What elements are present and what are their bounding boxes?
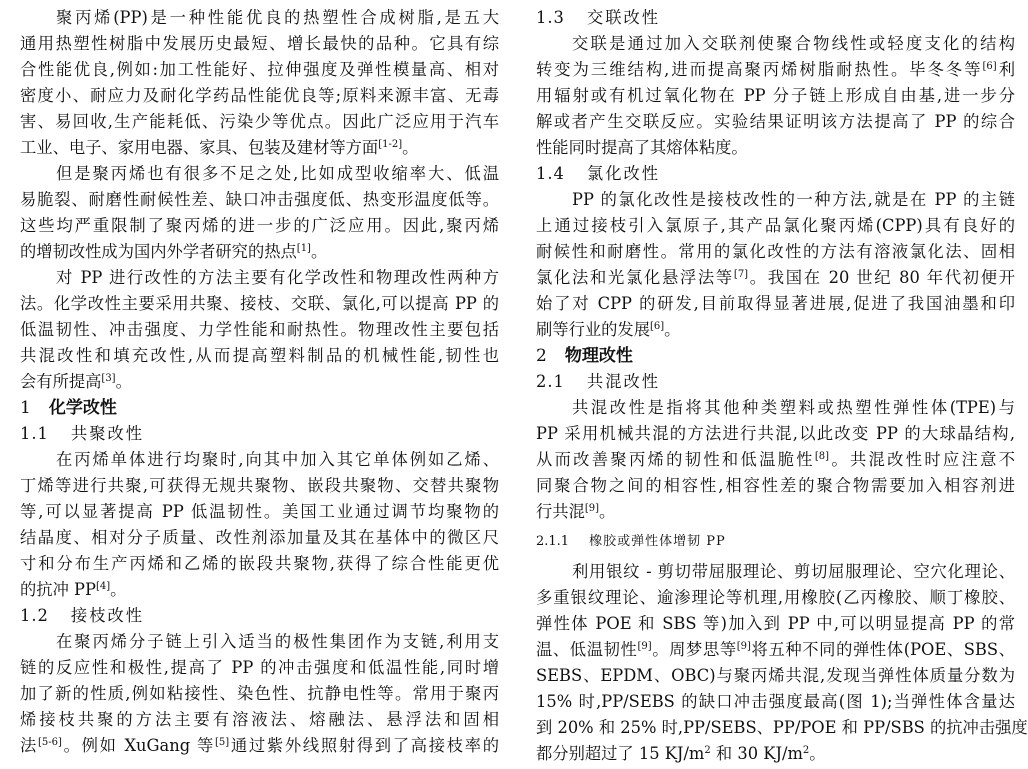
line-text: 。周梦思等 [651, 640, 737, 659]
line-text: 。 [402, 138, 419, 157]
section-title: 接枝改性 [70, 606, 145, 625]
line-text: 通过紫外线照射得到了高接枝率的 [229, 736, 499, 755]
paragraph-line [536, 499, 1015, 525]
citation-ref: [5] [215, 737, 230, 748]
section-title: 共混改性 [586, 372, 661, 391]
subsection-heading [536, 369, 1015, 395]
subsection-heading [20, 603, 499, 629]
paragraph-line: 等,可以显著提高 PP 低温韧性。美国工业通过调节均聚物的 [20, 502, 499, 521]
paragraph-line: 但是聚丙烯也有很多不足之处,比如成型收缩率大、低温 [56, 164, 499, 183]
line-text: 刷等行业的发展 [536, 320, 650, 339]
section-number: 2.1.1 [536, 534, 570, 549]
paragraph-line: SEBS、EPDM、OBC)与聚丙烯共混,发现当弹性体质量分数为 [536, 666, 1015, 685]
paragraph-line: 到 20% 和 25% 时,PP/SEBS、PP/POE 和 PP/SBS 的抗冲击强度 [536, 718, 1028, 737]
line-text: 会有所提高 [20, 372, 102, 391]
paragraph-line: 始了对 CPP 的研发,目前取得显著进展,促进了我国油墨和印 [536, 294, 1015, 313]
citation-ref: [1-2] [378, 139, 403, 150]
line-text: 都分别超过了 15 KJ/m [536, 744, 705, 763]
paragraph-line: 烯接枝共聚的方法主要有溶液法、熔融法、悬浮法和固相 [20, 710, 499, 729]
paragraph-line: 害、易回收,生产能耗低、污染少等优点。因此广泛应用于汽车 [20, 112, 499, 131]
paragraph-line: 结晶度、相对分子质量、改性剂添加量及其在基体中的微区尺 [20, 528, 499, 547]
section-title: 化学改性 [48, 398, 117, 418]
citation-ref: [5-6] [38, 737, 62, 748]
paragraph-line [20, 135, 499, 161]
section-number: 2 [536, 346, 547, 366]
citation-ref: [8] [814, 451, 830, 462]
section-title: 物理改性 [564, 346, 633, 366]
paragraph-line: PP 采用机械共混的方法进行共混,以此改变 PP 的大球晶结构, [536, 424, 1015, 443]
section-number: 1.2 [20, 606, 49, 625]
line-text: 。例如 XuGang 等 [61, 736, 216, 755]
paragraph-line: 法。化学改性主要采用共聚、接枝、交联、氯化,可以提高 PP 的 [20, 294, 499, 313]
citation-ref: [9] [736, 641, 751, 652]
line-text: 。 [110, 580, 127, 599]
subsection-heading [20, 421, 499, 447]
paragraph-line: 共混改性是指将其他种类塑料或热塑性弹性体(TPE)与 [572, 398, 1015, 417]
paragraph-line [20, 733, 499, 759]
paragraph-line: 加了新的性质,例如粘接性、染色性、抗静电性等。常用于聚丙 [20, 684, 499, 703]
paragraph-line [20, 369, 499, 395]
section-title: 氯化改性 [586, 164, 661, 183]
line-text: 将五种不同的弹性体(POE、SBS、 [750, 640, 1015, 659]
line-text: 。共混改性时应注意不 [829, 450, 1015, 469]
citation-ref: [9] [584, 503, 600, 514]
citation-ref: [7] [733, 269, 749, 280]
paragraph-line: 在聚丙烯分子链上引入适当的极性集团作为支链,利用支 [56, 632, 499, 651]
line-text: 。 [809, 744, 826, 763]
line-text: 转变为三维结构,进而提高聚丙烯树脂耐热性。毕冬冬等 [536, 60, 983, 79]
paragraph-line: 15% 时,PP/SEBS 的缺口冲击强度最高(图 1);当弹性体含量达 [536, 692, 1015, 711]
citation-ref: [6] [649, 321, 665, 332]
paragraph-line: 在丙烯单体进行均聚时,向其中加入其它单体例如乙烯、 [56, 450, 499, 469]
paragraph-line: 弹性体 POE 和 SBS 等)加入到 PP 中,可以明显提高 PP 的常 [536, 614, 1015, 633]
paragraph-line: 同聚合物之间的相容性,相容性差的聚合物需要加入相容剂进 [536, 476, 1015, 495]
paragraph-line: 易脆裂、耐磨性耐候性差、缺口冲击强度低、热变形温度低等。 [20, 190, 499, 209]
line-text: 氯化法和光氯化悬浮法等 [536, 268, 734, 287]
line-text: 。 [115, 372, 132, 391]
paragraph-line [536, 741, 1015, 767]
paragraph-line: 耐候性和耐磨性。常用的氯化改性的方法有溶液氯化法、固相 [536, 242, 1015, 261]
paragraph-line: 利用银纹 - 剪切带屈服理论、剪切屈服理论、空穴化理论、 [572, 562, 1015, 581]
paragraph-line: 共混改性和填充改性,从而提高塑料制品的机械性能,韧性也 [20, 346, 499, 365]
line-text: 。 [664, 320, 681, 339]
paragraph-line: 这些均严重限制了聚丙烯的进一步的广泛应用。因此,聚丙烯 [20, 216, 499, 235]
section-number: 1 [20, 398, 31, 418]
paragraph-line: 寸和分布生产丙烯和乙烯的嵌段共聚物,获得了综合性能更优 [20, 554, 499, 573]
superscript: 2 [802, 745, 810, 756]
line-text: 。 [599, 502, 616, 521]
citation-ref: [6] [982, 61, 997, 72]
citation-ref: [9] [637, 641, 652, 652]
line-text: 利 [996, 60, 1015, 79]
citation-ref: [4] [95, 581, 111, 592]
paragraph-line: 用辐射或有机过氧化物在 PP 分子链上形成自由基,进一步分 [536, 86, 1015, 105]
section-heading [536, 343, 1015, 369]
paragraph-line: 密度小、耐应力及耐化学药品性能优良等;原料来源丰富、无毒 [20, 86, 499, 105]
line-text: 温、低温韧性 [536, 640, 638, 659]
paragraph-line [536, 317, 1015, 343]
line-text: 的抗冲 PP [20, 580, 96, 599]
subsection-heading [536, 161, 1015, 187]
paragraph-line: 丁烯等进行共聚,可获得无规共聚物、嵌段共聚物、交替共聚物 [20, 476, 499, 495]
paragraph-line [536, 637, 1015, 663]
subsection-heading [536, 5, 1015, 31]
paragraph-line [536, 447, 1015, 473]
line-text: 。我国在 20 世纪 80 年代初便开 [748, 268, 1015, 287]
paragraph-line: 通用热塑性树脂中发展历史最短、增长最快的品种。它具有综 [20, 34, 499, 53]
section-number: 2.1 [536, 372, 565, 391]
superscript: 2 [704, 745, 711, 756]
citation-ref: [3] [101, 373, 116, 384]
line-text: 。 [310, 242, 328, 261]
paragraph-line: 对 PP 进行改性的方法主要有化学改性和物理改性两种方 [56, 268, 499, 287]
section-title: 共聚改性 [70, 424, 145, 443]
paragraph-line: 解或者产生交联反应。实验结果证明该方法提高了 PP 的综合 [536, 112, 1015, 131]
subsubsection-heading [536, 529, 1015, 555]
section-number: 1.4 [536, 164, 565, 183]
section-title: 交联改性 [586, 8, 661, 27]
paragraph-line: 合性能优良,例如:加工性能好、拉伸强度及弹性模量高、相对 [20, 60, 499, 79]
paragraph-line [20, 577, 499, 603]
paragraph-line [536, 57, 1015, 83]
paragraph-line: 性能同时提高了其熔体粘度。 [536, 138, 748, 157]
paragraph-line: 聚丙烯(PP)是一种性能优良的热塑性合成树脂,是五大 [56, 8, 499, 27]
paragraph-line [536, 265, 1015, 291]
paragraph-line: PP 的氯化改性是接枝改性的一种方法,就是在 PP 的主链 [572, 190, 1015, 209]
line-text: 工业、电子、家用电器、家具、包装及建材等方面 [20, 138, 379, 157]
line-text: 的增韧改性成为国内外学者研究的热点 [20, 242, 297, 261]
paragraph-line: 交联是通过加入交联剂使聚合物线性或轻度支化的结构 [572, 34, 1015, 53]
paragraph-line: 多重银纹理论、逾渗理论等机理,用橡胶(乙丙橡胶、顺丁橡胶、 [536, 588, 1015, 607]
section-title: 橡胶或弹性体增韧 PP [589, 534, 726, 549]
paragraph-line: 链的反应性和极性,提高了 PP 的冲击强度和低温性能,同时增 [20, 658, 499, 677]
line-text: 从而改善聚丙烯的韧性和低温脆性 [536, 450, 815, 469]
paragraph-line: 低温韧性、冲击强度、力学性能和耐热性。物理改性主要包括 [20, 320, 499, 339]
section-number: 1.3 [536, 8, 565, 27]
line-text: 法 [20, 736, 38, 755]
citation-ref: [1] [296, 243, 311, 254]
section-number: 1.1 [20, 424, 49, 443]
paragraph-line: 上通过接枝引入氯原子,其产品氯化聚丙烯(CPP)具有良好的 [536, 216, 1015, 235]
section-heading [20, 395, 499, 421]
line-text: 和 30 KJ/m [710, 744, 803, 763]
paragraph-line [20, 239, 499, 265]
line-text: 行共混 [536, 502, 585, 521]
